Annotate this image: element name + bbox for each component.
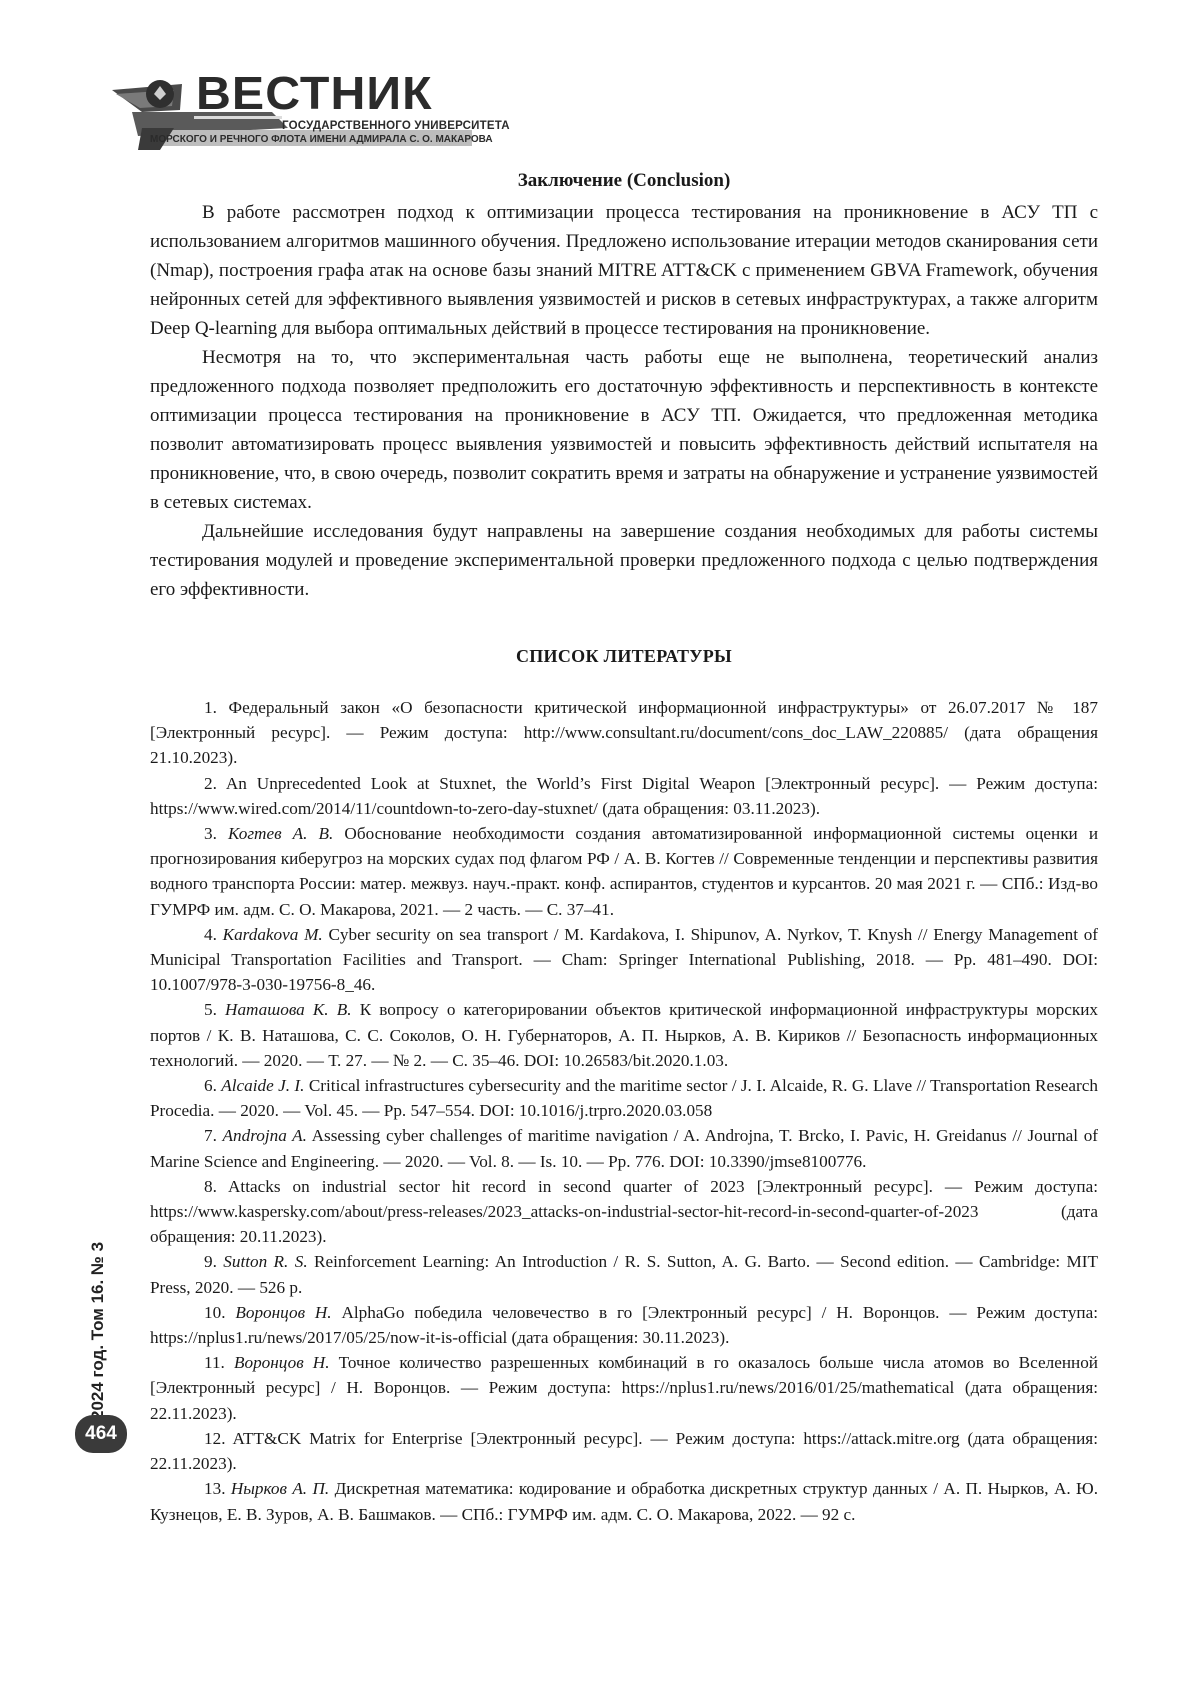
reference-text: Attacks on industrial sector hit record in second quarter of 2023 [Электронный ресурс]. — Режим доступа: https://www.kaspersky.com/about/press-releases/2023_attacks-on-industrial-sector-hit-record-in-second-quarter-of-2023 (дата обращения: 20.11.2023). [150, 1177, 1098, 1246]
reference-text: К вопросу о категорировании объектов критической информационной инфраструктуры морских портов / К. В. Наташова, С. С. Соколов, О. Н. Губернаторов, А. П. Нырков, А. В. Кириков // Безопасность информационных технологий. — 2020. — Т. 27. — № 2. — С. 35–46. DOI: 10.26583/bit.2020.1.03. [150, 1000, 1098, 1069]
reference-text: Точное количество разрешенных комбинаций в го оказалось больше числа атомов во Вселенной [Электронный ресурс] / Н. Воронцов. — Режим доступа: https://nplus1.ru/news/2016/01/25/mathematical (дата обращения: 22.11.2023). [150, 1353, 1098, 1422]
reference-item [150, 1174, 1098, 1250]
reference-number: 6. [204, 1076, 217, 1095]
reference-text: Reinforcement Learning: An Introduction / R. S. Sutton, A. G. Barto. — Second edition. — Cambridge: MIT Press, 2020. — 526 p. [150, 1252, 1098, 1296]
references-heading: СПИСОК ЛИТЕРАТУРЫ [150, 646, 1098, 667]
reference-author: Sutton R. S. [223, 1252, 307, 1271]
reference-number: 1. [204, 698, 217, 717]
reference-author: Androjna A. [223, 1126, 307, 1145]
reference-text: Дискретная математика: кодирование и обработка дискретных структур данных / А. П. Нырков, А. Ю. Кузнецов, Е. В. Зуров, А. В. Башмаков. — СПб.: ГУМРФ им. адм. С. О. Макарова, 2022. — 92 с. [150, 1479, 1098, 1523]
article-body [150, 170, 1098, 1527]
reference-number: 3. [204, 824, 217, 843]
reference-item [150, 997, 1098, 1073]
reference-item [150, 1426, 1098, 1476]
reference-number: 2. [204, 774, 217, 793]
reference-author: Воронцов Н. [235, 1303, 331, 1322]
conclusion-paragraph: В работе рассмотрен подход к оптимизации процесса тестирования на проникновение в АСУ ТП с использованием алгоритмов машинного обучения. Предложено использование итерации методов сканирования сети (Nmap), построения графа атак на основе базы знаний MITRE ATT&CK с применением GBVA Framework, обучения нейронных сетей для эффективного выявления уязвимостей и рисков в сетевых инфраструктурах, а также алгоритм Deep Q-learning для выбора оптимальных действий в процессе тестирования на проникновение. [150, 198, 1098, 343]
reference-text: Федеральный закон «О безопасности критической информационной инфраструктуры» от 26.07.2017 № 187 [Электронный ресурс]. — Режим доступа: http://www.consultant.ru/document/cons_doc_LAW_220885/ (дата обращения 21.10.2023). [150, 698, 1098, 767]
reference-text: ATT&CK Matrix for Enterprise [Электронный ресурс]. — Режим доступа: https://attack.mitre.org (дата обращения: 22.11.2023). [150, 1429, 1098, 1473]
reference-number: 8. [204, 1177, 217, 1196]
reference-author: Наташова К. В. [225, 1000, 352, 1019]
reference-number: 5. [204, 1000, 217, 1019]
conclusion-paragraph: Дальнейшие исследования будут направлены на завершение создания необходимых для работы системы тестирования модулей и проведение экспериментальной проверки предложенного подхода с целью подтверждения его эффективности. [150, 517, 1098, 604]
reference-text: An Unprecedented Look at Stuxnet, the World’s First Digital Weapon [Электронный ресурс]. — Режим доступа: https://www.wired.com/2014/11/countdown-to-zero-day-stuxnet/ (дата обращения: 03.11.2023). [150, 774, 1098, 818]
conclusion-paragraph: Несмотря на то, что экспериментальная часть работы еще не выполнена, теоретический анализ предложенного подхода позволяет предположить его достаточную эффективность и перспективность в контексте оптимизации процесса тестирования на проникновение в АСУ ТП. Ожидается, что предложенная методика позволит автоматизировать процесс выявления уязвимостей и повысить эффективность действий испытателя на проникновение, что, в свою очередь, позволит сократить время и затраты на обнаружение и устранение уязвимостей в сетевых системах. [150, 343, 1098, 517]
references-list [150, 695, 1098, 1527]
conclusion-heading: Заключение (Conclusion) [150, 170, 1098, 192]
reference-author: Когтев А. В. [228, 824, 333, 843]
reference-number: 13. [204, 1479, 225, 1498]
reference-author: Воронцов Н. [234, 1353, 330, 1372]
issue-info: 2024 год. Том 16. № 3 [88, 1242, 108, 1420]
reference-number: 7. [204, 1126, 217, 1145]
reference-text: Critical infrastructures cybersecurity and the maritime sector / J. I. Alcaide, R. G. Llave // Transportation Research Procedia. — 2020. — Vol. 45. — Pp. 547–554. DOI: 10.1016/j.trpro.2020.03.058 [150, 1076, 1098, 1120]
reference-item [150, 1476, 1098, 1526]
reference-number: 10. [204, 1303, 225, 1322]
reference-author: Kardakova M. [223, 925, 323, 944]
reference-item [150, 821, 1098, 922]
reference-number: 12. [204, 1429, 225, 1448]
reference-number: 4. [204, 925, 217, 944]
reference-item [150, 695, 1098, 771]
reference-author: Alcaide J. I. [221, 1076, 304, 1095]
reference-item [150, 1073, 1098, 1123]
journal-subtitle-line1: ГОСУДАРСТВЕННОГО УНИВЕРСИТЕТА [282, 120, 510, 132]
journal-title: ВЕСТНИК [196, 70, 433, 116]
reference-text: Cyber security on sea transport / M. Kardakova, I. Shipunov, A. Nyrkov, T. Knysh // Energy Management of Municipal Transportation Facilities and Transport. — Cham: Springer International Publishing, 2018. — Pp. 481–490. DOI: 10.1007/978-3-030-19756-8_46. [150, 925, 1098, 994]
reference-item [150, 1249, 1098, 1299]
reference-text: AlphaGo победила человечество в го [Электронный ресурс] / Н. Воронцов. — Режим доступа: https://nplus1.ru/news/2017/05/25/now-it-is-official (дата обращения: 30.11.2023). [150, 1303, 1098, 1347]
reference-item [150, 1300, 1098, 1350]
reference-item [150, 1350, 1098, 1426]
page-number: 464 [75, 1415, 127, 1453]
reference-item [150, 922, 1098, 998]
journal-subtitle-line2: МОРСКОГО И РЕЧНОГО ФЛОТА ИМЕНИ АДМИРАЛА С. О. МАКАРОВА [150, 134, 493, 145]
reference-item [150, 771, 1098, 821]
reference-number: 9. [204, 1252, 217, 1271]
reference-text: Assessing cyber challenges of maritime navigation / A. Androjna, T. Brcko, I. Pavic, H. Greidanus // Journal of Marine Science and Engineering. — 2020. — Vol. 8. — Is. 10. — Pp. 776. DOI: 10.3390/jmse8100776. [150, 1126, 1098, 1170]
reference-number: 11. [204, 1353, 225, 1372]
reference-text: Обоснование необходимости создания автоматизированной информационной системы оценки и прогнозирования киберугроз на морских судах под флагом РФ / А. В. Когтев // Современные тенденции и перспективы развития водного транспорта России: матер. межвуз. науч.-практ. конф. аспирантов, студентов и курсантов. 20 мая 2021 г. — СПб.: Изд-во ГУМРФ им. адм. С. О. Макарова, 2021. — 2 часть. — С. 37–41. [150, 824, 1098, 919]
journal-logo [112, 70, 472, 154]
reference-item [150, 1123, 1098, 1173]
reference-author: Нырков А. П. [231, 1479, 329, 1498]
